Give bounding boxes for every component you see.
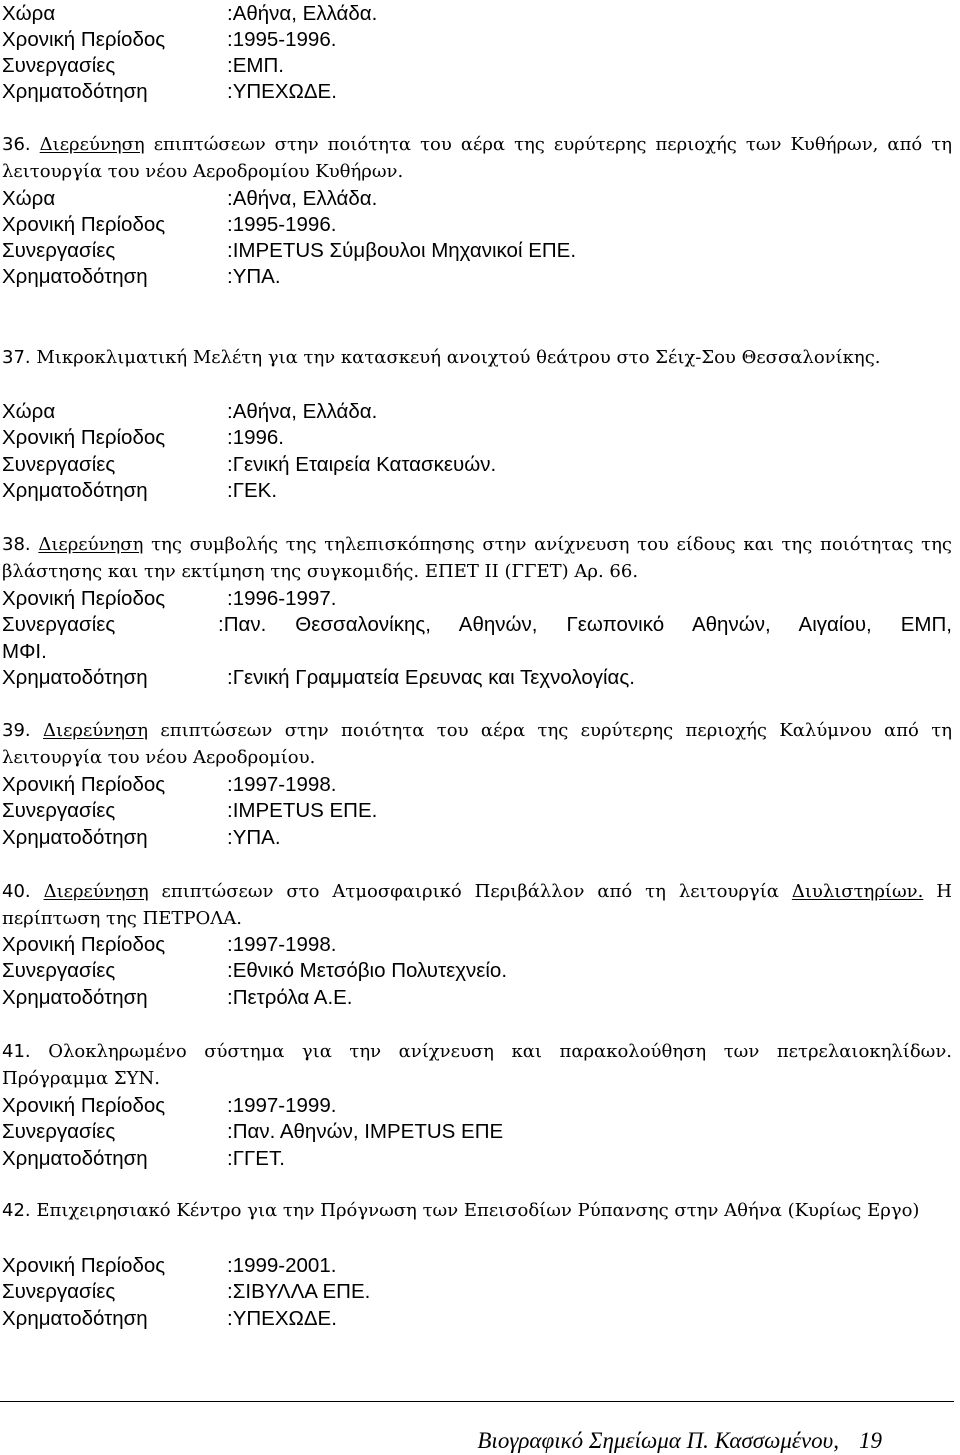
entry42-funding: :ΥΠΕΧΩΔΕ. [227, 1307, 337, 1330]
entry36-funding: :ΥΠΑ. [227, 265, 281, 288]
partners-label: Συνεργασίες [2, 239, 116, 262]
entry37-country: :Αθήνα, Ελλάδα. [227, 400, 378, 423]
entry42-title-text: Επιχειρησιακό Κέντρο για την Πρόγνωση των Επεισοδίων Ρύπανσης στην Αθήνα (Κυρίως Εργο) [36, 1200, 920, 1221]
entry39-number: 39. [2, 720, 31, 741]
entry36-title [2, 132, 952, 185]
funding-label: Χρηματοδότηση [2, 826, 148, 849]
entry38-title-rest: της συμβολής της τηλεπισκόπησης στην ανίχνευση του είδους και της ποιότητας της βλάστησης και την εκτίμηση της συγκομιδής. ΕΠΕΤ ΙΙ (ΓΓΕΤ) Αρ. 66. [2, 534, 952, 582]
entry36-country: :Αθήνα, Ελλάδα. [227, 187, 378, 210]
entry36-partners: :IMPETUS Σύμβουλοι Μηχανικοί ΕΠΕ. [227, 239, 577, 262]
entry40-title-underlined-2: Διυλιστηρίων. [791, 881, 924, 902]
entry41-title [2, 1039, 952, 1092]
partners-label: Συνεργασίες [2, 959, 116, 982]
entry37-title-text: Μικροκλιματική Μελέτη για την κατασκευή ανοιχτού θεάτρου στο Σέιχ-Σου Θεσσαλονίκης. [36, 347, 881, 368]
period-label: Χρονική Περίοδος [2, 213, 166, 236]
funding-label: Χρηματοδότηση [2, 1147, 148, 1170]
entry38-number: 38. [2, 534, 31, 555]
entry37-funding: :ΓΕΚ. [227, 479, 278, 502]
entry41-number: 41. [2, 1041, 31, 1062]
period-label: Χρονική Περίοδος [2, 426, 166, 449]
entry35-country: :Αθήνα, Ελλάδα. [227, 2, 378, 25]
entry40-number: 40. [2, 881, 31, 902]
country-label: Χώρα [2, 187, 56, 210]
entry38-period: :1996-1997. [227, 587, 337, 610]
entry35-funding: :ΥΠΕΧΩΔΕ. [227, 80, 337, 103]
period-label: Χρονική Περίοδος [2, 28, 166, 51]
entry38-partners-row [2, 611, 952, 638]
entry38-funding: :Γενική Γραμματεία Ερευνας και Τεχνολογίας. [227, 666, 635, 689]
entry37-period: :1996. [227, 426, 284, 449]
entry41-period: :1997-1999. [227, 1094, 337, 1117]
funding-label: Χρηματοδότηση [2, 986, 148, 1009]
entry40-title-underlined: Διερεύνηση [43, 881, 149, 902]
funding-label: Χρηματοδότηση [2, 265, 148, 288]
entry39-partners: :IMPETUS ΕΠΕ. [227, 799, 378, 822]
entry36-period: :1995-1996. [227, 213, 337, 236]
period-label: Χρονική Περίοδος [2, 1094, 166, 1117]
entry37-number: 37. [2, 347, 31, 368]
entry39-title-rest: επιπτώσεων στην ποιότητα του αέρα της ευρύτερης περιοχής Καλύμνου από τη λειτουργία του νέου Αεροδρομίου. [2, 720, 952, 768]
funding-label: Χρηματοδότηση [2, 80, 148, 103]
period-label: Χρονική Περίοδος [2, 773, 166, 796]
period-label: Χρονική Περίοδος [2, 933, 166, 956]
entry39-title [2, 718, 952, 771]
partners-label: Συνεργασίες [2, 1120, 116, 1143]
period-label: Χρονική Περίοδος [2, 587, 166, 610]
footer-text: Βιογραφικό Σημείωμα Π. Κασσωμένου, [477, 1428, 839, 1453]
partners-label: Συνεργασίες [2, 453, 116, 476]
entry37-partners: :Γενική Εταιρεία Κατασκευών. [227, 453, 497, 476]
entry36-number: 36. [2, 134, 31, 155]
funding-label: Χρηματοδότηση [2, 1307, 148, 1330]
entry40-funding: :Πετρόλα Α.Ε. [227, 986, 353, 1009]
entry38-title-underlined: Διερεύνηση [38, 534, 144, 555]
entry40-period: :1997-1998. [227, 933, 337, 956]
entry39-period: :1997-1998. [227, 773, 337, 796]
entry40-title [2, 879, 952, 932]
entry39-title-underlined: Διερεύνηση [43, 720, 149, 741]
entry42-period: :1999-2001. [227, 1254, 337, 1277]
entry36-title-underlined: Διερεύνηση [39, 134, 145, 155]
entry40-title-rest: Η περίπτωση της ΠΕΤΡΟΛΑ. [2, 881, 952, 929]
entry41-partners: :Παν. Αθηνών, IMPETUS ΕΠΕ [227, 1120, 504, 1143]
entry38-partners: :Παν. Θεσσαλονίκης, Αθηνών, Γεωπονικό Αθηνών, Αιγαίου, ΕΜΠ, [218, 613, 952, 636]
page-number: 19 [859, 1428, 882, 1453]
entry35-partners: :ΕΜΠ. [227, 54, 284, 77]
entry40-title-mid: επιπτώσεων στο Ατμοσφαιρικό Περιβάλλον από τη λειτουργία [161, 881, 779, 902]
funding-label: Χρηματοδότηση [2, 666, 148, 689]
entry42-number: 42. [2, 1200, 31, 1221]
footer-divider [0, 1401, 954, 1402]
entry41-funding: :ΓΓΕΤ. [227, 1147, 285, 1170]
country-label: Χώρα [2, 2, 56, 25]
entry39-funding: :ΥΠΑ. [227, 826, 281, 849]
country-label: Χώρα [2, 400, 56, 423]
entry41-title-text: Ολοκληρωμένο σύστημα για την ανίχνευση και παρακολούθηση των πετρελαιοκηλίδων. Πρόγραμμα ΣΥΝ. [2, 1041, 952, 1089]
entry37-title [2, 345, 952, 372]
entry36-title-rest: επιπτώσεων στην ποιότητα του αέρα της ευρύτερης περιοχής των Κυθήρων, από τη λειτουργία του νέου Αεροδρομίου Κυθήρων. [2, 134, 952, 182]
entry42-partners: :ΣΙΒΥΛΛΑ ΕΠΕ. [227, 1280, 371, 1303]
page-footer [477, 1427, 882, 1455]
entry42-title [2, 1198, 952, 1225]
partners-label: Συνεργασίες [2, 1280, 116, 1303]
entry40-partners: :Εθνικό Μετσόβιο Πολυτεχνείο. [227, 959, 508, 982]
entry38-title [2, 532, 952, 585]
entry35-period: :1995-1996. [227, 28, 337, 51]
partners-label: Συνεργασίες [2, 799, 116, 822]
partners-label: Συνεργασίες [2, 54, 116, 77]
funding-label: Χρηματοδότηση [2, 479, 148, 502]
entry38-partners-continued: ΜΦΙ. [2, 640, 47, 663]
partners-label: Συνεργασίες [2, 613, 116, 636]
period-label: Χρονική Περίοδος [2, 1254, 166, 1277]
